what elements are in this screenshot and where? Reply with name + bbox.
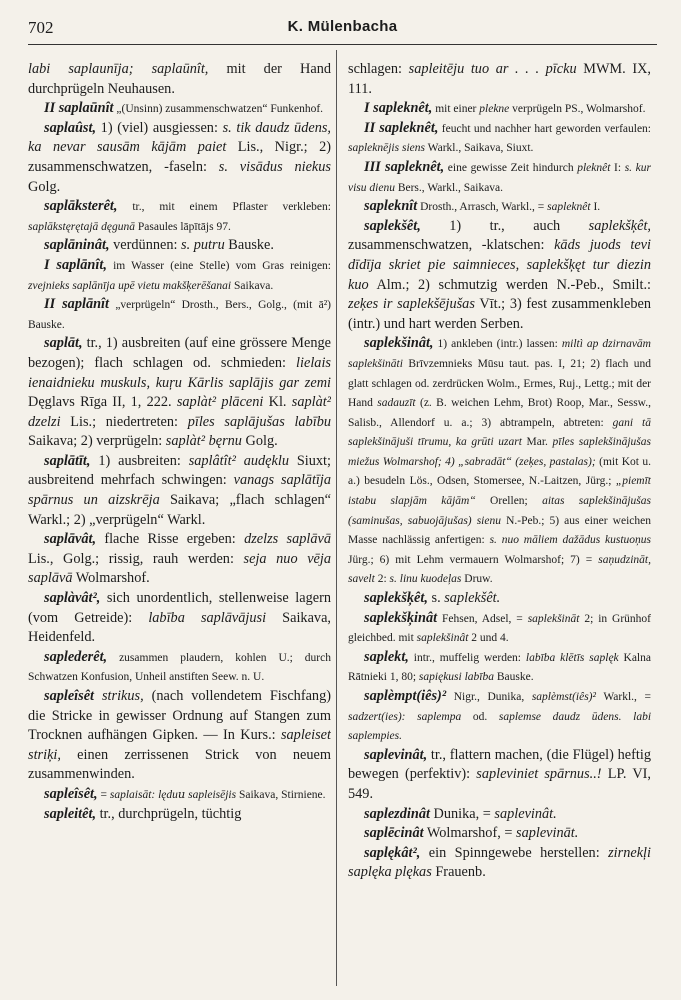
entry-text: Druw. [461, 573, 493, 586]
entry-headword: sapleitêt, [44, 805, 97, 822]
entry-text: Kl. [263, 394, 292, 411]
entry-text: mit der Hand durchprügeln Neuhausen. [28, 61, 331, 97]
entry-text: I. [590, 201, 601, 214]
dictionary-entry [348, 824, 651, 844]
dictionary-entry [28, 452, 331, 530]
entry-example: lielais ienaidnieku muskuls, kuŗu Kārlis saplājis gar zemi [28, 354, 331, 391]
entry-example: saplevināt. [516, 825, 579, 842]
dictionary-entry [348, 60, 651, 99]
entry-text: Golg. [241, 433, 278, 450]
entry-text: s. [427, 590, 445, 607]
entry-text: LP. VI, 549. [348, 766, 651, 802]
entry-text: verdünnen: [109, 237, 182, 254]
entry-text: „verprügeln“ Drosth., Bers., Golg., (mit ā²) Bauske. [28, 299, 331, 331]
dictionary-entry [28, 530, 331, 589]
entry-text: 2: [374, 573, 390, 586]
entry-example: zeķes ir saplekšējušas [348, 296, 475, 313]
entry-example: plekne [479, 103, 510, 116]
dictionary-entry [348, 217, 651, 335]
entry-headword: saplekšķinât [364, 609, 438, 626]
entry-headword: saplàvât², [44, 590, 101, 607]
entry-text: N.-Peb.; 5) aus einer weichen Masse nachlässig anfertigen: [348, 514, 651, 547]
entry-text: sich unordentlich, stellenweise lagern (vom Getreide): [28, 590, 331, 626]
entry-headword: saplękât², [364, 844, 421, 861]
dictionary-entry [28, 295, 331, 334]
entry-text: im Wasser (eine Stelle) vom Gras reinigen: [106, 259, 331, 272]
entry-text: Bauske. [494, 671, 534, 684]
dictionary-entry [348, 158, 651, 197]
entry-headword: saplevinât, [364, 746, 428, 763]
entry-example: saplekšināt [527, 612, 580, 625]
dictionary-entry [348, 805, 651, 825]
entry-text: Vīt.; 3) fest zusammenkleben (intr.) und hart werden Serben. [348, 296, 651, 332]
entry-example: aitas saplekšinājušas (saminušas, sabuojājušas) sienu [348, 495, 651, 527]
entry-example: seja nuo vēja saplāvā [28, 550, 331, 587]
dictionary-entry [348, 687, 651, 746]
entry-headword: II saplaūnît [44, 100, 114, 117]
entry-text: zusammen plaudern, kohlen U.; durch Schwatzen Konfusion, Unheil anstiften Seew. n. U. [28, 651, 331, 684]
entry-text: einen zerrissenen Strick von neuem zusammenwinden. [28, 746, 331, 783]
entry-text: Dęglavs Rīga II, 1, 222. [28, 394, 177, 411]
dictionary-entry [348, 99, 651, 119]
entry-example: „piemīt istabu slapjām kājām“ [348, 475, 651, 508]
entry-example: Wolmarshof; 4) „sabradāt“ (zeķes, pastalas); [379, 455, 596, 468]
entry-headword: sapleîsêt [44, 688, 95, 704]
entry-headword: saplekšķêt, [364, 590, 428, 607]
entry-headword: saplèmpt(iês)² [364, 688, 447, 704]
entry-text: tr., flattern machen, (die Flügel) heftig bewegen (perfektiv): [348, 746, 651, 783]
entry-text: = [97, 788, 110, 801]
entry-example: sapleitēju tuo ar . . . pīcku [408, 61, 577, 77]
entry-example: saplekšinât [416, 632, 469, 645]
entry-text: flache Risse ergeben: [96, 531, 245, 548]
entry-text: intr., muffelig werden: [408, 651, 526, 664]
entry-headword: saplekt, [364, 648, 409, 665]
entry-example: kāds juods tevi dīdīja skriet pie saimnieces, saplekšķęt tur diezin kuo [348, 237, 651, 293]
entry-example: saņudzināt, savelt [348, 553, 651, 586]
entry-text: Saikava; 2) verprügeln: [28, 433, 166, 450]
entry-headword: saplāvât, [44, 531, 97, 548]
entry-text: 2 und 4. [468, 632, 509, 645]
dictionary-entry [28, 805, 331, 825]
entry-text: Wolmarshof, = [423, 825, 516, 842]
entry-text: tr., mit einem Pflaster verkleben: [117, 201, 331, 214]
entry-example: saplekšêt. [444, 590, 501, 607]
column-divider [336, 50, 337, 986]
entry-text: „(Unsinn) zusammenschwatzen“ Funkenhof. [113, 103, 324, 116]
entry-text: Golg. [28, 178, 61, 195]
entry-example: sapleviniet spārnus..! [476, 766, 602, 783]
entry-text: ein Spinngewebe herstellen: [420, 844, 609, 861]
dictionary-entry [348, 648, 651, 687]
entry-text: Warkl., Saikava, Siuxt. [424, 142, 534, 155]
entry-headword: saplederêt, [44, 648, 108, 665]
entry-text: Lis.; niedertreten: [60, 413, 188, 430]
entry-headword: saplekšinât, [364, 335, 434, 352]
entry-example: saplaisāt: lęduս sapleisējis [109, 788, 237, 801]
entry-example: s. tik daudz ūdens, ka nevar sausām kājām paiet [28, 119, 331, 156]
entry-text: 1) ankleben (intr.) lassen: [433, 338, 562, 351]
entry-example: sapleknējis siens [348, 142, 425, 155]
entry-text: verprügeln PS., Wolmarshof. [509, 103, 646, 116]
entry-example: sapiękusi labība [418, 671, 494, 684]
entry-example: s. visādus niekus [218, 158, 331, 175]
entry-example: saplàt² plāceni [176, 394, 264, 411]
entry-text: Saikava, Stirniene. [236, 788, 326, 801]
entry-text: 1) ausbreiten: [90, 452, 189, 469]
running-head: K. Mülenbacha [287, 18, 398, 35]
entry-headword: II saplānît [44, 296, 110, 313]
dictionary-entry [348, 589, 651, 609]
entry-example: vanags saplātīja spārnus un aizskrēja [28, 472, 331, 509]
entry-text: Pasaules lāpītājs 97. [135, 220, 231, 233]
entry-text: Nigr., Dunika, [446, 691, 532, 703]
dictionary-entry [28, 589, 331, 648]
entry-headword: saplāt, [44, 335, 83, 352]
entry-text: Alm.; 2) schmutzig werden N.-Peb., Smilt.: [368, 276, 651, 293]
entry-example: saplèmst(iês)² [531, 691, 596, 703]
entry-text: Fehsen, Adsel, = [437, 612, 528, 625]
entry-headword: I sapleknêt, [364, 100, 433, 117]
dictionary-entry [348, 609, 651, 648]
entry-text: Mar. [521, 436, 553, 449]
entry-example: labība saplāvājusi [148, 609, 267, 626]
entry-text: MWM. IX, 111. [348, 61, 651, 97]
entry-example: saplemse daudz ūdens. labi saplempies. [348, 710, 651, 743]
entry-example: zirnekļi saplęka plękas [348, 844, 651, 881]
entry-example: dzelzs saplāvā [244, 531, 331, 548]
entry-text: Saikava. [231, 279, 274, 292]
entry-text [94, 688, 102, 704]
entry-text: Bers., Warkl., Saikava. [394, 181, 504, 194]
dictionary-entry [28, 197, 331, 236]
dictionary-entry [348, 119, 651, 158]
entry-example: pīles saplājušas labību [187, 413, 331, 430]
entry-example: s. linu kuodeļas [389, 573, 462, 586]
entry-example: saplàt² dzelzi [28, 394, 331, 430]
entry-example: s. nuo māliem dažādus kustuoņus [489, 534, 651, 547]
entry-example: miltì ap dzirnavām saplekšināti [348, 338, 651, 370]
entry-example: saplevinât. [494, 805, 557, 822]
entry-example: sapleiset striķi, [28, 727, 331, 763]
entry-example: saplàt² bęrnu [165, 433, 242, 450]
entry-text: Lis., Nigr.; 2) zusammenschwatzen, -faseln: [28, 139, 331, 175]
entry-headword: II sapleknêt, [364, 119, 439, 136]
entry-text: mit einer [432, 103, 480, 116]
entry-example: zvejnieks saplānīja upē vietu makšķerēšanai [28, 279, 232, 292]
page-header [28, 10, 657, 45]
entry-text: 1) (viel) ausgiessen: [96, 119, 223, 136]
entry-example: saplâtît² audęklu [188, 452, 289, 469]
entry-text: Dunika, = [429, 805, 495, 822]
left-column [28, 60, 331, 990]
entry-text: Saikava; „flach schlagen“ Warkl.; 2) „verprügeln“ Warkl. [28, 492, 331, 528]
entry-example: sadzert(ies): saplempa [348, 710, 462, 723]
entry-text: Saikava, Heidenfeld. [28, 609, 331, 646]
entry-headword: sapleknît [364, 198, 418, 215]
entry-example: saplākstęrętajā dęgunā [28, 220, 135, 233]
dictionary-entry [28, 256, 331, 295]
dictionary-entry [28, 334, 331, 452]
entry-example: strikus, [101, 688, 144, 704]
dictionary-entry [348, 844, 651, 883]
dictionary-entry [348, 746, 651, 805]
entry-text: 2; in Grünhof gleichbed. mit [348, 612, 651, 645]
right-column [348, 60, 651, 990]
entry-example: sapleknêt [547, 201, 591, 214]
dictionary-entry [28, 236, 331, 256]
entry-text: I: [610, 161, 625, 174]
entry-text: eine gewisse Zeit hindurch [444, 161, 578, 174]
page-number: 702 [28, 18, 54, 37]
dictionary-entry [348, 334, 651, 589]
entry-example: s. putru [181, 237, 225, 254]
entry-text: zusammenschwatzen, -klatschen: [348, 237, 555, 254]
entry-text: Orellen; [475, 495, 543, 508]
dictionary-entry [28, 99, 331, 119]
dictionary-entry [28, 785, 331, 805]
entry-text: Wolmarshof. [72, 570, 150, 587]
entry-text: Lis., Golg.; rissig, rauh werden: [28, 550, 244, 567]
dictionary-entry [28, 119, 331, 197]
entry-headword: I saplānît, [44, 256, 107, 273]
entry-text: Brīvzemnieks Mūsu taut. pas. I, 21; 2) flach und glatt schlagen od. zerdrücken Wolm., Ermes, Ruj., Lettg.; mit der Hand [348, 357, 651, 410]
entry-headword: saplekšêt, [364, 217, 421, 234]
entry-text: tr., 1) ausbreiten (auf eine grössere Menge bezogen); flach schlagen od. schmieden: [28, 335, 331, 371]
entry-example: pleknêt [577, 161, 611, 174]
entry-headword: sapleîsêt, [44, 785, 98, 802]
entry-example: sadauzīt [377, 397, 416, 410]
dictionary-entry [348, 197, 651, 217]
entry-text: Siuxt; ausbreitend mehrfach schwingen: [28, 452, 331, 489]
entry-headword: saplēcinât [364, 825, 424, 842]
entry-text: 1) tr., auch [420, 217, 589, 234]
entry-headword: saplātīt, [44, 452, 91, 469]
entry-example: s. kur visu dienu [348, 161, 651, 194]
entry-example: gani tā saplekšinājuši tīrumu, ka grūti uzart [348, 416, 651, 449]
entry-headword: saplaûst, [44, 119, 97, 136]
entry-text: Frauenb. [431, 864, 486, 881]
entry-text: (nach vollendetem Fischfang) die Stricke in gewisser Ordnung auf Stangen zum Trocknen aufhängen Gipken. — In Kurs.: [28, 688, 331, 744]
entry-text: Kalna Rātnieki 1, 80; [348, 651, 651, 684]
entry-example: pīles saplekšinājušas miežus [348, 436, 651, 468]
entry-headword: saplāksterêt, [44, 198, 118, 215]
entry-text: Jürg.; 6) mit Lehm vermauern Wolmarshof; 7) = [348, 553, 599, 566]
entry-text: feucht und nachher hart geworden verfaulen: [438, 122, 651, 135]
entry-text: Warkl., = [595, 691, 651, 703]
entry-text: (z. B. weichen Lehm, Brot) Roop, Mar., Sessw., Salisb., Allendorf u. a.; 3) abtrampeln, abtreten: [348, 397, 651, 429]
entry-headword: saplezdinât [364, 805, 430, 822]
entry-text: Drosth., Arrasch, Warkl., = [417, 201, 548, 214]
entry-text: Bauske. [224, 237, 274, 254]
entry-example: labi saplaunīja; saplaūnît, [28, 61, 209, 77]
entry-text: schlagen: [348, 61, 409, 77]
dictionary-entry [28, 60, 331, 99]
entry-text: tr., durchprügeln, tüchtig [96, 805, 242, 822]
entry-headword: III sapleknêt, [364, 158, 445, 175]
entry-headword: saplāninât, [44, 237, 110, 254]
entry-text: (mit Kot u. a.) besudeln Lös., Odsen, Stomersee, N.-Laitzen, Jürg.; [348, 455, 651, 488]
entry-example: saplekšķêt, [588, 217, 651, 234]
entry-example: labība klētīs saplęk [525, 651, 619, 664]
dictionary-entry [28, 648, 331, 687]
entry-text: od. [461, 710, 499, 723]
dictionary-entry [28, 687, 331, 785]
